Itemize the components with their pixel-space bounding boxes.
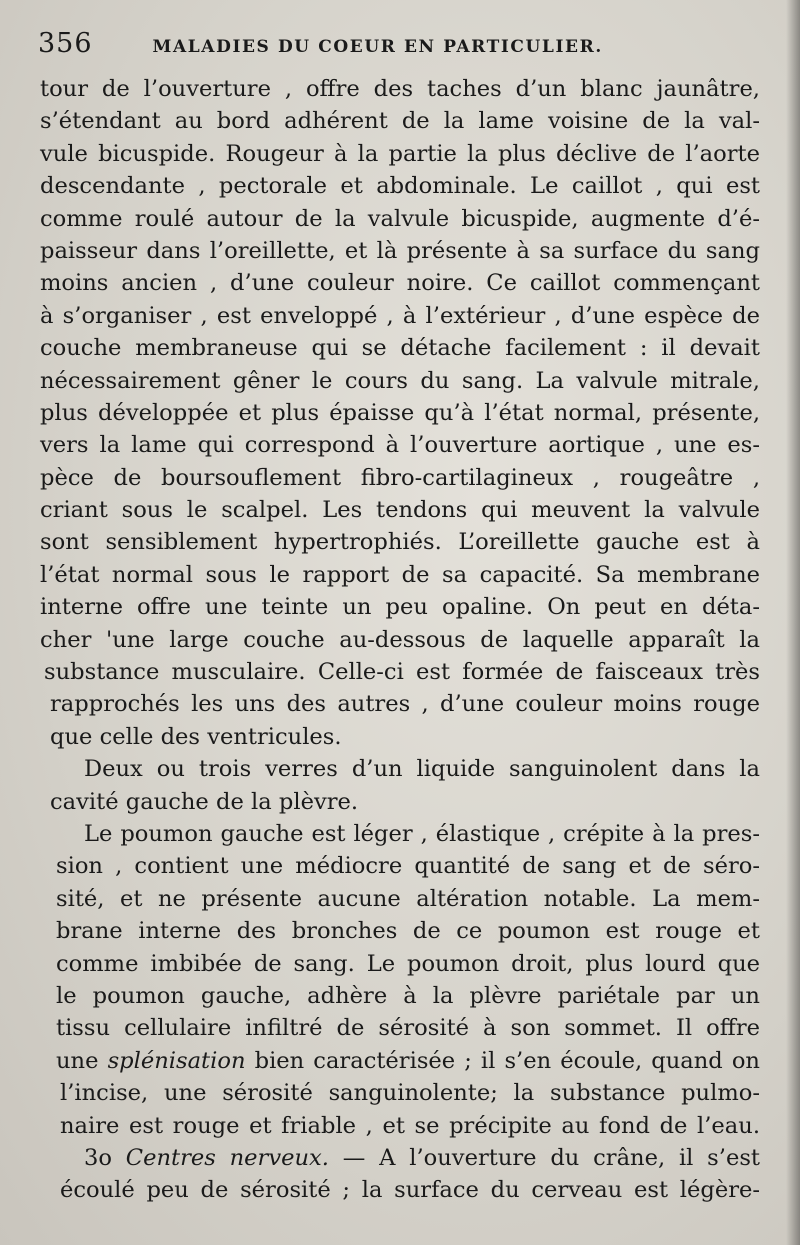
text-line: plus développée et plus épaisse qu’à l’état normal, présente,	[40, 399, 760, 426]
inline-word: une	[56, 1047, 99, 1074]
section-number: 3o	[84, 1144, 112, 1171]
text-line: sont sensiblement hypertrophiés. L’oreillette gauche est à	[40, 529, 760, 556]
text-line: sité, et ne présente aucune altération notable. La mem-	[56, 885, 760, 912]
text-line: naire est rouge et friable , et se précipite au fond de l’eau.	[60, 1112, 760, 1139]
text-line: criant sous le scalpel. Les tendons qui meuvent la valvule	[40, 497, 760, 524]
body-text	[40, 73, 760, 1207]
paragraph-start-line: Le poumon gauche est léger , élastique , crépite à la pres-	[84, 820, 760, 847]
text-line: le poumon gauche, adhère à la plèvre pariétale par un	[56, 982, 760, 1009]
text-line: brane interne des bronches de ce poumon est rouge et	[56, 918, 760, 945]
italic-term: splénisation	[107, 1047, 246, 1074]
text-line-rest: bien caractérisée ; il s’en écoule, quand on	[254, 1047, 760, 1074]
text-line: comme imbibée de sang. Le poumon droit, plus lourd que	[56, 950, 760, 977]
running-title: MALADIES DU COEUR EN PARTICULIER.	[152, 37, 603, 57]
text-line: descendante , pectorale et abdominale. Le caillot , qui est	[40, 173, 760, 200]
page-number: 356	[38, 28, 93, 59]
text-line-rest: — A l’ouverture du crâne, il s’est	[342, 1144, 761, 1171]
text-line: sion , contient une médiocre quantité de sang et de séro-	[56, 853, 760, 880]
text-line: interne offre une teinte un peu opaline. On peut en déta-	[40, 594, 760, 621]
text-line: vers la lame qui correspond à l’ouverture aortique , une es-	[40, 432, 760, 459]
text-line: s’étendant au bord adhérent de la lame voisine de la val-	[40, 108, 760, 135]
text-line: paisseur dans l’oreillette, et là présente à sa surface du sang	[40, 237, 760, 264]
text-line: écoulé peu de sérosité ; la surface du cerveau est légère-	[60, 1177, 760, 1204]
text-line: pèce de boursouflement fibro-cartilagineux , rougeâtre ,	[40, 464, 760, 491]
text-line	[40, 1045, 760, 1077]
section-title: Centres nerveux.	[125, 1144, 329, 1171]
paragraph-start-line: Deux ou trois verres d’un liquide sanguinolent dans la	[84, 756, 760, 783]
text-line: nécessairement gêner le cours du sang. La valvule mitrale,	[40, 367, 760, 394]
text-line: à s’organiser , est enveloppé , à l’extérieur , d’une espèce de	[40, 302, 760, 329]
text-line: rapprochés les uns des autres , d’une couleur moins rouge	[50, 691, 760, 718]
page-edge-shadow	[786, 0, 800, 1245]
text-line: comme roulé autour de la valvule bicuspide, augmente d’é-	[40, 205, 760, 232]
text-line: tour de l’ouverture , offre des taches d’un blanc jaunâtre,	[40, 76, 760, 102]
text-line: vule bicuspide. Rougeur à la partie la plus déclive de l’aorte	[40, 140, 760, 167]
text-line: que celle des ventricules.	[50, 723, 342, 750]
text-line: cher 'une large couche au-dessous de laquelle apparaît la	[40, 626, 760, 653]
section-heading-line	[40, 1142, 760, 1174]
text-line: substance musculaire. Celle-ci est formée de faisceaux très	[44, 659, 760, 686]
text-line: tissu cellulaire infiltré de sérosité à son sommet. Il offre	[56, 1015, 760, 1042]
text-line: l’incise, une sérosité sanguinolente; la substance pulmo-	[60, 1080, 760, 1107]
text-line: l’état normal sous le rapport de sa capacité. Sa membrane	[40, 561, 760, 588]
page-header	[38, 28, 778, 68]
text-line: couche membraneuse qui se détache facilement : il devait	[40, 335, 760, 362]
text-line: cavité gauche de la plèvre.	[50, 788, 359, 815]
text-line: moins ancien , d’une couleur noire. Ce caillot commençant	[40, 270, 760, 297]
